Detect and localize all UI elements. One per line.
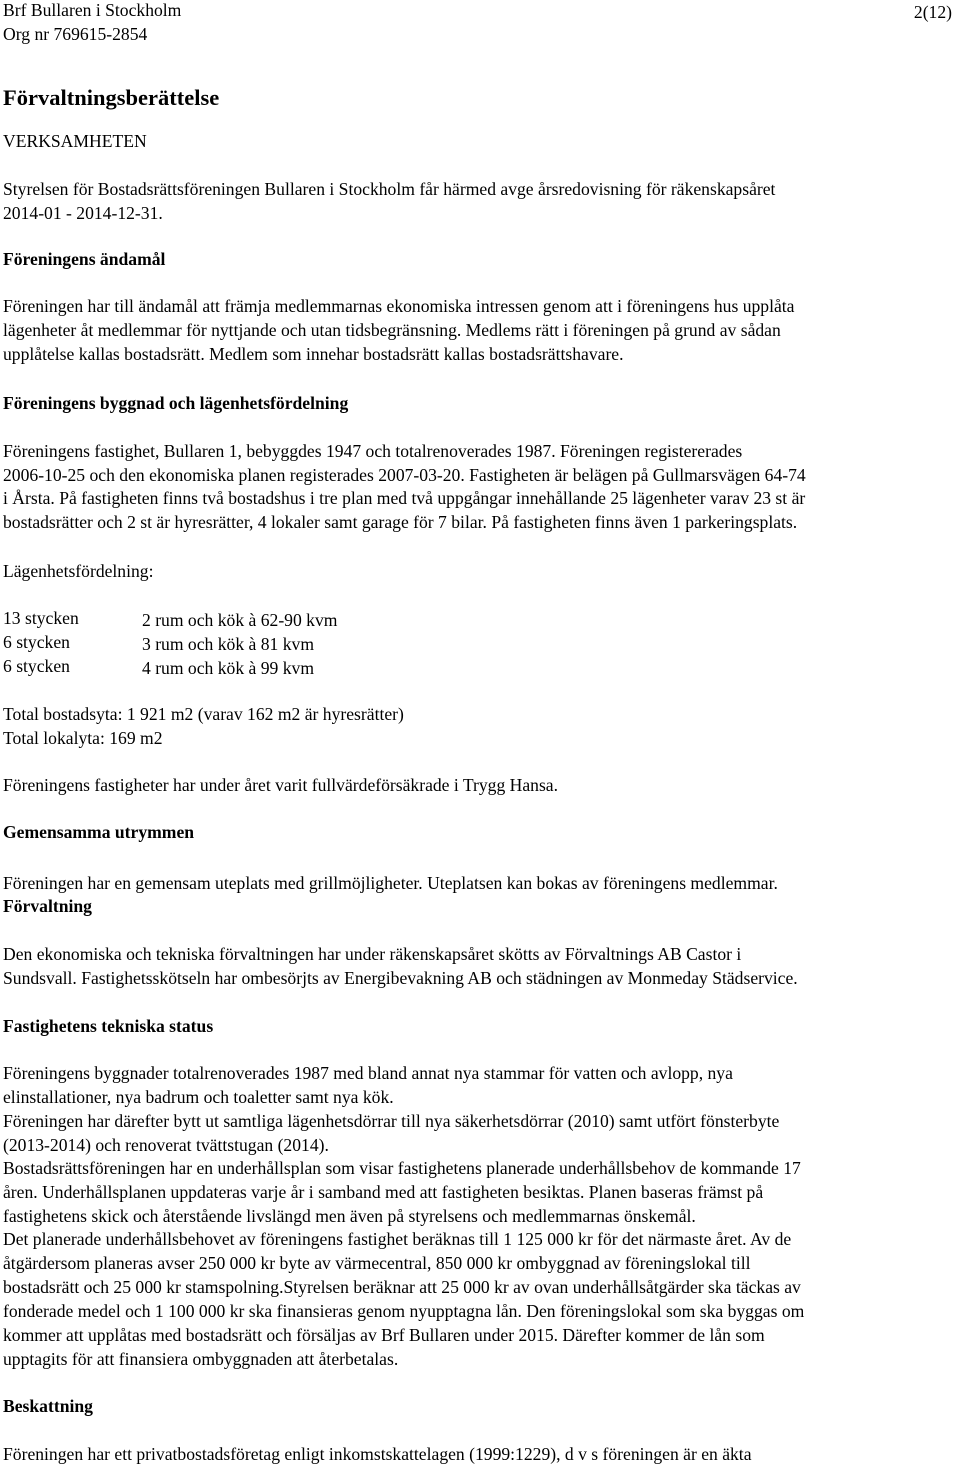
section-heading-andamal: Föreningens ändamål [3,249,166,269]
paragraph-line: Styrelsen för Bostadsrättsföreningen Bullaren i Stockholm får härmed avge årsredovisning för räkenskapsåret [3,179,776,199]
paragraph-line: i Årsta. På fastigheten finns två bostadshus i tre plan med två uppgångar innehållande 25 lägenheter varav 23 st är [3,488,806,508]
distribution-count: 13 stycken [3,608,79,628]
paragraph-line: 2014-01 - 2014-12-31. [3,203,163,223]
section-heading-forvaltning: Förvaltning [3,896,92,916]
distribution-type: 4 rum och kök à 99 kvm [142,658,315,678]
distribution-type: 2 rum och kök à 62-90 kvm [142,610,338,630]
paragraph-line: Föreningen har till ändamål att främja medlemmarnas ekonomiska intressen genom att i föreningens hus upplåta [3,296,795,316]
paragraph-line: Föreningen har därefter bytt ut samtliga lägenhetsdörrar till nya säkerhetsdörrar (2010) samt utfört fönsterbyte [3,1111,780,1131]
paragraph-line: Föreningen har ett privatbostadsföretag enligt inkomstskattelagen (1999:1229), d v s föreningen är en äkta [3,1444,752,1464]
paragraph-line: upptagits för att finansiera ombyggnaden att återbetalas. [3,1349,399,1369]
section-heading-tekniska: Fastighetens tekniska status [3,1016,214,1036]
paragraph-line: bostadsrätt och 25 000 kr stamspolning.Styrelsen beräknar att 25 000 kr av ovan underhållsåtgärder ska täckas av [3,1277,801,1297]
paragraph-line: bostadsrätter och 2 st är hyresrätter, 4 lokaler samt garage för 7 bilar. På fastigheten finns även 1 parkeringsplats. [3,512,798,532]
total-commercial-area: Total lokalyta: 169 m2 [3,728,163,748]
paragraph-line: fonderade medel och 1 100 000 kr ska finansieras genom nyupptagna lån. Den föreningslokal som ska byggas om [3,1301,805,1321]
paragraph-line: Det planerade underhållsbehovet av föreningens fastighet beräknas till 1 125 000 kr för det närmaste året. Av de [3,1229,792,1249]
paragraph-line: 2006-10-25 och den ekonomiska planen registerades 2007-03-20. Fastigheten är belägen på Gullmarsvägen 64-74 [3,465,806,485]
distribution-count: 6 stycken [3,656,70,676]
distribution-label: Lägenhetsfördelning: [3,561,154,581]
paragraph-line: fastighetens skick och återstående livslängd men även på styrelsens och medlemmarnas önskemål. [3,1206,696,1226]
paragraph-line: Föreningen har en gemensam uteplats med grillmöjligheter. Uteplatsen kan bokas av föreningens medlemmar. [3,873,778,893]
org-number: Org nr 769615-2854 [3,24,148,44]
section-heading-verksamheten: VERKSAMHETEN [3,131,147,151]
paragraph-line: Bostadsrättsföreningen har en underhållsplan som visar fastighetens planerade underhållsbehov de kommande 17 [3,1158,801,1178]
paragraph-line: Den ekonomiska och tekniska förvaltningen har under räkenskapsåret skötts av Förvaltnings AB Castor i [3,944,742,964]
paragraph-line: Föreningens byggnader totalrenoverades 1987 med bland annat nya stammar för vatten och avlopp, nya [3,1063,733,1083]
paragraph-line: åren. Underhållsplanen uppdateras varje år i samband med att fastigheten besiktas. Planen baseras främst på [3,1182,764,1202]
paragraph-line: elinstallationer, nya badrum och toaletter samt nya kök. [3,1087,394,1107]
insurance-line: Föreningens fastigheter har under året varit fullvärdeförsäkrade i Trygg Hansa. [3,775,559,795]
paragraph-line: åtgärdersom planeras avser 250 000 kr byte av värmecentral, 850 000 kr ombyggnad av föreningslokal till [3,1253,751,1273]
section-heading-gemensamma: Gemensamma utrymmen [3,822,195,842]
distribution-count: 6 stycken [3,632,70,652]
page-number: 2(12) [913,2,952,22]
paragraph-line: (2013-2014) och renoverat tvättstugan (2014). [3,1135,329,1155]
document-title: Förvaltningsberättelse [3,85,220,110]
total-living-area: Total bostadsyta: 1 921 m2 (varav 162 m2 är hyresrätter) [3,704,404,724]
org-name: Brf Bullaren i Stockholm [3,0,182,20]
paragraph-line: lägenheter åt medlemmar för nyttjande och utan tidsbegränsning. Medlems rätt i föreningen på grund av sådan [3,320,781,340]
paragraph-line: Sundsvall. Fastighetsskötseln har ombesörjts av Energibevakning AB och städningen av Monmeday Städservice. [3,968,798,988]
paragraph-line: Föreningens fastighet, Bullaren 1, bebyggdes 1947 och totalrenoverades 1987. Föreningen registererades [3,441,743,461]
distribution-type: 3 rum och kök à 81 kvm [142,634,315,654]
section-heading-byggnad: Föreningens byggnad och lägenhetsfördelning [3,393,349,413]
paragraph-line: upplåtelse kallas bostadsrätt. Medlem som innehar bostadsrätt kallas bostadsrättshavare. [3,344,624,364]
paragraph-line: kommer att upplåtas med bostadsrätt och försäljas av Brf Bullaren under 2015. Därefter kommer de lån som [3,1325,765,1345]
section-heading-beskattning: Beskattning [3,1396,93,1416]
